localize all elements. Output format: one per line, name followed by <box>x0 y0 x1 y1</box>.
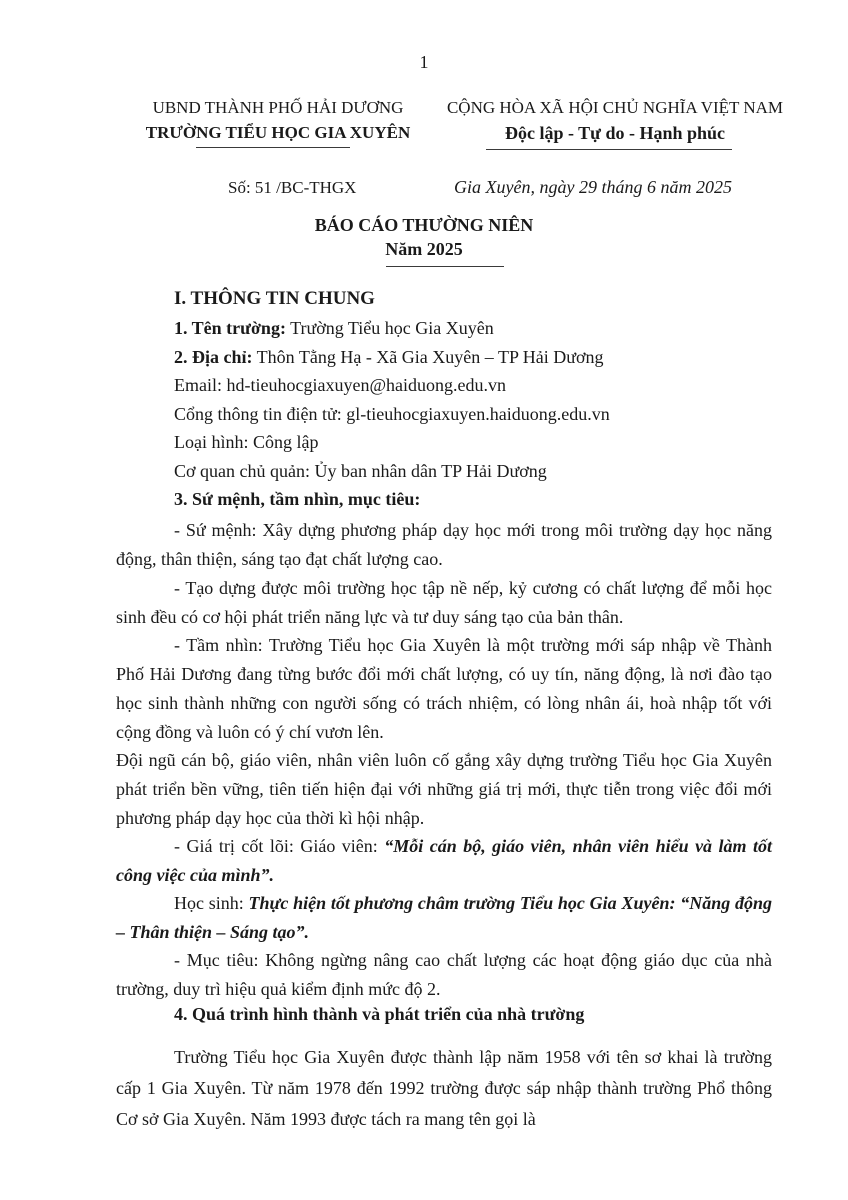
mission-heading: 3. Sứ mệnh, tầm nhìn, mục tiêu: <box>174 489 421 509</box>
place-date: Gia Xuyên, ngày 29 tháng 6 năm 2025 <box>454 177 732 197</box>
national-title: CỘNG HÒA XÃ HỘI CHỦ NGHĨA VIỆT NAM <box>446 98 784 117</box>
core-values-lead: - Giá trị cốt lõi: Giáo viên: <box>174 836 385 856</box>
history-paragraph: Trường Tiểu học Gia Xuyên được thành lập năm 1958 với tên sơ khai là trường cấp 1 Gia Xuyên. Từ năm 1978 đến 1992 trường được sáp nhập thành trường Phổ thông Cơ sở Gia Xuyên. Năm 1993 được tách ra mang tên gọi là <box>116 1047 772 1129</box>
header-left-underline <box>196 147 350 148</box>
school-name-label: 1. Tên trường: <box>174 318 286 338</box>
address-row <box>174 347 604 368</box>
core-values-teacher: “Mỗi cán bộ, giáo viên, nhân viên hiểu và làm tốt công việc của mình”. <box>116 836 773 885</box>
vision-paragraph: - Tầm nhìn: Trường Tiểu học Gia Xuyên là một trường mới sáp nhập về Thành Phố Hải Dương đang từng bước đổi mới chất lượng, có uy tín, năng động, là nơi đào tạo học sinh thành những con người sống có trách nhiệm, có lòng nhân ái, hoà nhập tốt với cộng đồng và luôn có ý chí vươn lên. <box>116 635 772 742</box>
header-right-underline <box>486 149 732 150</box>
portal-row: Cổng thông tin điện tử: gl-tieuhocgiaxuyen.haiduong.edu.vn <box>174 404 610 424</box>
environment-paragraph: - Tạo dựng được môi trường học tập nề nếp, kỷ cương có chất lượng để mỗi học sinh đều có cơ hội phát triển năng lực và tư duy sáng tạo của bản thân. <box>116 578 772 627</box>
school-type-row: Loại hình: Công lập <box>174 432 319 452</box>
authority-row: Cơ quan chủ quản: Ủy ban nhân dân TP Hải Dương <box>174 461 547 481</box>
history-heading: 4. Quá trình hình thành và phát triển của nhà trường <box>174 1004 585 1024</box>
report-year: Năm 2025 <box>385 239 463 259</box>
report-title: BÁO CÁO THƯỜNG NIÊN <box>314 215 534 235</box>
page-number: 1 <box>419 52 429 72</box>
staff-paragraph: Đội ngũ cán bộ, giáo viên, nhân viên luôn cố gắng xây dựng trường Tiểu học Gia Xuyên phát triển bền vững, tiên tiến hiện đại với những giá trị mới, thực tiễn trong việc đổi mới phương pháp dạy học của thời kì hội nhập. <box>116 750 772 828</box>
section-general-info: I. THÔNG TIN CHUNG <box>174 288 375 309</box>
national-motto: Độc lập - Tự do - Hạnh phúc <box>504 123 726 143</box>
school-name-value: Trường Tiểu học Gia Xuyên <box>285 318 494 338</box>
agency-name: UBND THÀNH PHỐ HẢI DƯƠNG <box>152 98 404 117</box>
address-label: 2. Địa chỉ: <box>174 347 253 367</box>
goal-paragraph: - Mục tiêu: Không ngừng nâng cao chất lượng các hoạt động giáo dục của nhà trường, duy trì hiệu quả kiểm định mức độ 2. <box>116 950 772 999</box>
student-values-paragraph <box>116 889 772 947</box>
student-values-lead: Học sinh: <box>174 893 249 913</box>
core-values-paragraph <box>116 832 772 890</box>
email-row: Email: hd-tieuhocgiaxuyen@haiduong.edu.vn <box>174 375 506 395</box>
document-number: Số: 51 /BC-THGX <box>228 178 357 197</box>
school-name-row <box>174 318 494 339</box>
mission-paragraph: - Sứ mệnh: Xây dựng phương pháp dạy học mới trong môi trường dạy học năng động, thân thiện, sáng tạo đạt chất lượng cao. <box>116 520 772 569</box>
student-values-motto: Thực hiện tốt phương châm trường Tiểu học Gia Xuyên: “Năng động – Thân thiện – Sáng tạo”. <box>116 893 772 942</box>
address-value: Thôn Tằng Hạ - Xã Gia Xuyên – TP Hải Dương <box>252 347 604 367</box>
school-header-name: TRƯỜNG TIỂU HỌC GIA XUYÊN <box>145 123 411 142</box>
title-underline <box>386 266 504 267</box>
